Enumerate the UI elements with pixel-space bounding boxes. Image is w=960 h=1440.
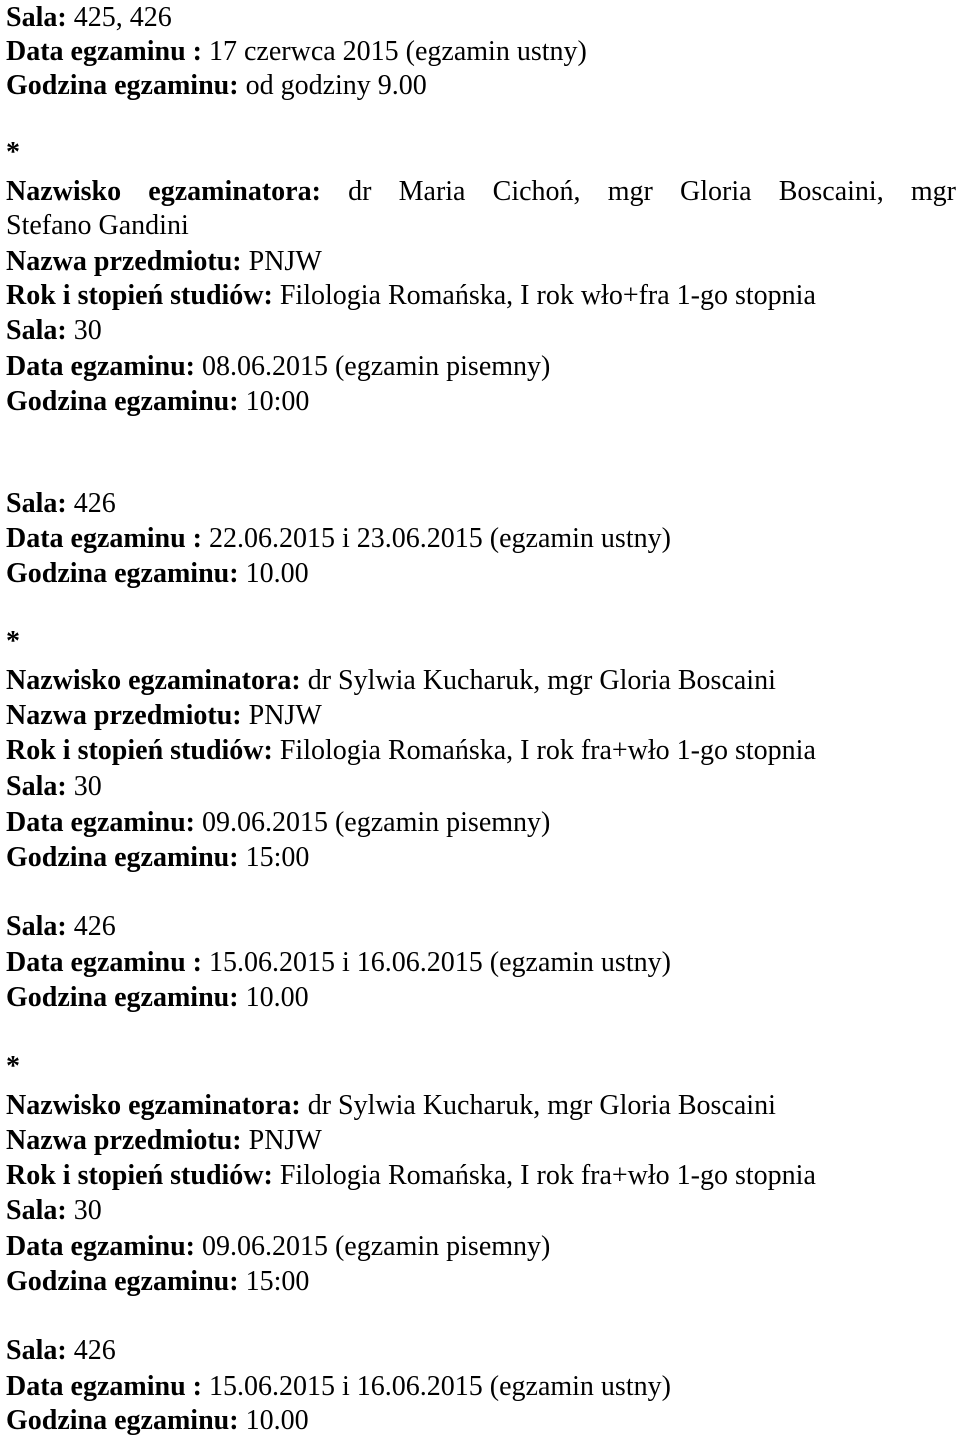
exam-time-value: 10.00 xyxy=(245,1405,309,1436)
exam-time-value: 10:00 xyxy=(245,386,310,417)
exam-time-label: Godzina egzaminu: xyxy=(6,1405,239,1436)
exam-time-label: Godzina egzaminu: xyxy=(6,70,239,101)
exam-time-label: Godzina egzaminu: xyxy=(6,842,239,873)
sala-label: Sala: xyxy=(6,1335,67,1366)
sala-line xyxy=(6,770,102,804)
exam-date-line xyxy=(6,350,550,384)
exam-date-value: 15.06.2015 i 16.06.2015 (egzamin ustny) xyxy=(208,1371,671,1402)
exam-date-line xyxy=(6,522,671,556)
subject-value: PNJW xyxy=(248,700,322,731)
study-year-line xyxy=(6,734,816,768)
exam-time-value: 15:00 xyxy=(245,1266,310,1297)
exam-date-value: 22.06.2015 i 23.06.2015 (egzamin ustny) xyxy=(208,523,671,554)
sala-label: Sala: xyxy=(6,488,67,519)
exam-time-label: Godzina egzaminu: xyxy=(6,386,239,417)
examiner-label: Nazwisko egzaminatora: xyxy=(6,1090,301,1121)
sala-value: 30 xyxy=(73,771,102,802)
entry-separator: * xyxy=(6,626,20,657)
exam-time-line xyxy=(6,1265,309,1299)
subject-line xyxy=(6,699,322,733)
examiner-line xyxy=(6,175,956,209)
sala-value: 426 xyxy=(73,1335,116,1366)
examiner-line xyxy=(6,1089,776,1123)
examiner-value: dr Sylwia Kucharuk, mgr Gloria Boscaini xyxy=(307,1090,776,1121)
exam-time-value: 10.00 xyxy=(245,982,309,1013)
exam-time-line xyxy=(6,69,427,103)
exam-time-value: od godziny 9.00 xyxy=(245,70,427,101)
study-year-line xyxy=(6,279,816,313)
sala-line xyxy=(6,1194,102,1228)
sala-label: Sala: xyxy=(6,911,67,942)
exam-date-value: 09.06.2015 (egzamin pisemny) xyxy=(201,807,551,838)
study-year-value: Filologia Romańska, I rok fra+wło 1-go stopnia xyxy=(279,1160,816,1191)
sala-label: Sala: xyxy=(6,2,67,33)
sala-value: 30 xyxy=(73,315,102,346)
subject-value: PNJW xyxy=(248,1125,322,1156)
examiner-value-continued: Stefano Gandini xyxy=(6,210,189,241)
exam-date-line xyxy=(6,946,671,980)
exam-date-value: 17 czerwca 2015 (egzamin ustny) xyxy=(208,36,587,67)
exam-date-value: 15.06.2015 i 16.06.2015 (egzamin ustny) xyxy=(208,947,671,978)
sala-line xyxy=(6,1334,116,1368)
sala-value: 425, 426 xyxy=(73,2,172,33)
study-year-label: Rok i stopień studiów: xyxy=(6,735,273,766)
exam-date-label: Data egzaminu : xyxy=(6,947,202,978)
exam-time-label: Godzina egzaminu: xyxy=(6,558,239,589)
entry-separator: * xyxy=(6,137,20,168)
entry-separator: * xyxy=(6,1051,20,1082)
sala-value: 426 xyxy=(73,488,116,519)
study-year-value: Filologia Romańska, I rok wło+fra 1-go stopnia xyxy=(279,280,816,311)
subject-label: Nazwa przedmiotu: xyxy=(6,246,242,277)
examiner-line xyxy=(6,664,776,698)
exam-date-label: Data egzaminu: xyxy=(6,351,195,382)
examiner-line-continued xyxy=(6,209,189,243)
sala-line xyxy=(6,1,172,35)
subject-line xyxy=(6,245,322,279)
study-year-line xyxy=(6,1159,816,1193)
sala-value: 426 xyxy=(73,911,116,942)
sala-line xyxy=(6,487,116,521)
subject-value: PNJW xyxy=(248,246,322,277)
exam-date-label: Data egzaminu: xyxy=(6,1231,195,1262)
exam-time-line xyxy=(6,385,309,419)
exam-date-line xyxy=(6,806,550,840)
exam-time-line xyxy=(6,841,309,875)
examiner-value: dr Maria Cichoń, mgr Gloria Boscaini, mgr xyxy=(348,176,956,207)
exam-date-label: Data egzaminu : xyxy=(6,36,202,67)
exam-time-line xyxy=(6,1404,309,1438)
exam-time-value: 15:00 xyxy=(245,842,310,873)
examiner-label: Nazwisko egzaminatora: xyxy=(6,176,321,207)
study-year-label: Rok i stopień studiów: xyxy=(6,280,273,311)
exam-time-line xyxy=(6,557,309,591)
study-year-value: Filologia Romańska, I rok fra+wło 1-go stopnia xyxy=(279,735,816,766)
exam-date-line xyxy=(6,1230,550,1264)
study-year-label: Rok i stopień studiów: xyxy=(6,1160,273,1191)
sala-line xyxy=(6,910,116,944)
sala-label: Sala: xyxy=(6,1195,67,1226)
subject-line xyxy=(6,1124,322,1158)
exam-date-label: Data egzaminu : xyxy=(6,1371,202,1402)
exam-date-line xyxy=(6,1370,671,1404)
exam-date-label: Data egzaminu: xyxy=(6,807,195,838)
sala-label: Sala: xyxy=(6,315,67,346)
exam-time-label: Godzina egzaminu: xyxy=(6,1266,239,1297)
exam-date-line xyxy=(6,35,587,69)
sala-value: 30 xyxy=(73,1195,102,1226)
subject-label: Nazwa przedmiotu: xyxy=(6,1125,242,1156)
exam-date-value: 08.06.2015 (egzamin pisemny) xyxy=(201,351,551,382)
exam-date-value: 09.06.2015 (egzamin pisemny) xyxy=(201,1231,551,1262)
examiner-value: dr Sylwia Kucharuk, mgr Gloria Boscaini xyxy=(307,665,776,696)
exam-time-label: Godzina egzaminu: xyxy=(6,982,239,1013)
exam-time-value: 10.00 xyxy=(245,558,309,589)
sala-line xyxy=(6,314,102,348)
subject-label: Nazwa przedmiotu: xyxy=(6,700,242,731)
exam-date-label: Data egzaminu : xyxy=(6,523,202,554)
examiner-label: Nazwisko egzaminatora: xyxy=(6,665,301,696)
exam-time-line xyxy=(6,981,309,1015)
sala-label: Sala: xyxy=(6,771,67,802)
